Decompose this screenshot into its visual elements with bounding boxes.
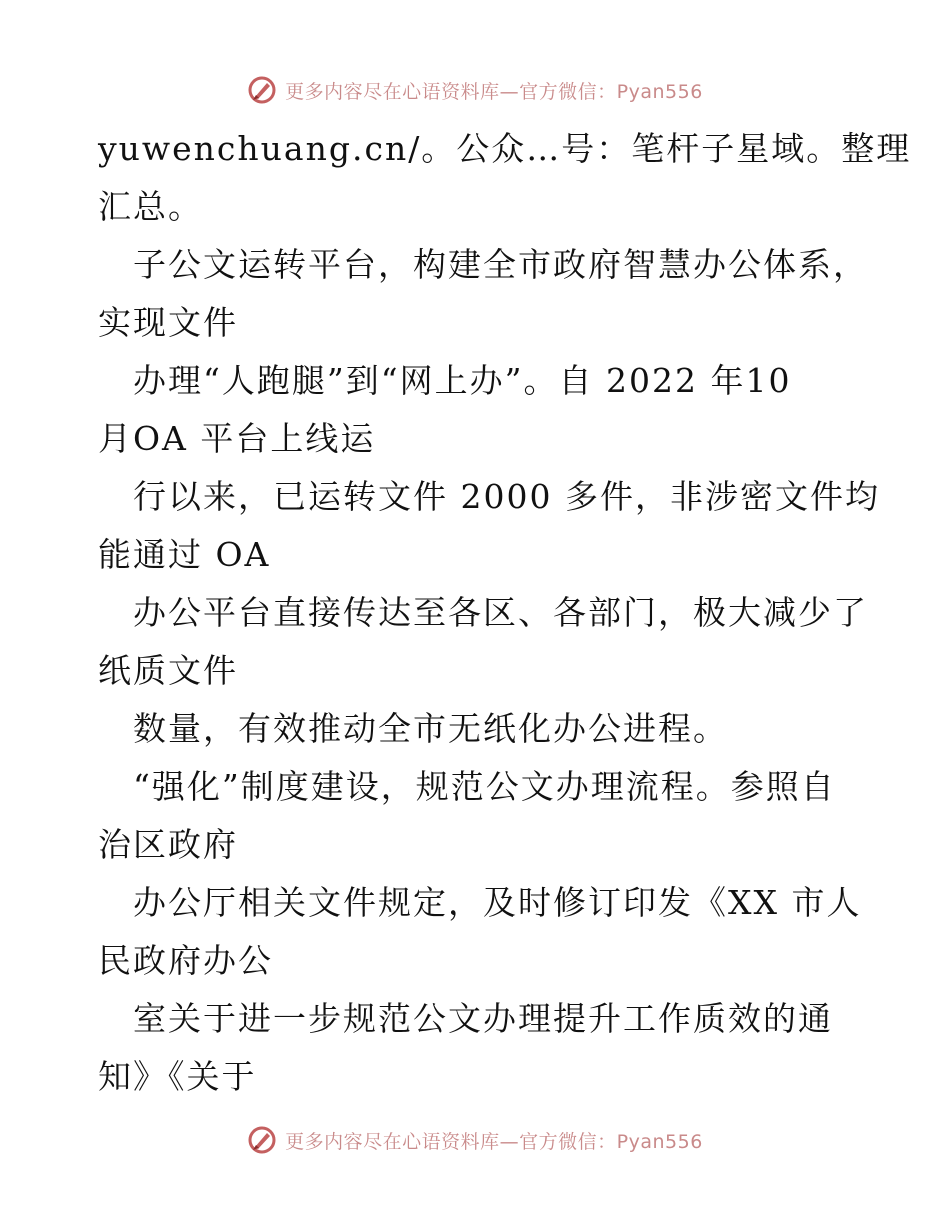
- text-line: 数量，有效推动全市无纸化办公进程。: [98, 709, 728, 748]
- text-line: 纸质文件: [98, 651, 238, 690]
- text-line: 行以来，已运转文件 2000 多件，非涉密文件均: [98, 477, 880, 516]
- text-line: 实现文件: [98, 303, 238, 342]
- text-line: “强化”制度建设，规范公文办理流程。参照自: [98, 767, 836, 806]
- footer-banner: [0, 1120, 950, 1160]
- text-line: 办公厅相关文件规定，及时修订印发《XX 市人: [98, 883, 862, 922]
- text-line: 民政府办公: [98, 941, 273, 980]
- text-line: 月OA 平台上线运: [98, 419, 376, 458]
- pen-logo-icon: [247, 75, 277, 105]
- pen-logo-icon: [247, 1125, 277, 1155]
- document-body: [98, 120, 912, 1106]
- text-line: 汇总。: [98, 187, 203, 226]
- text-line: 知》《关于: [98, 1057, 257, 1096]
- text-line: yuwenchuang.cn/。公众…号：笔杆子星域。整理: [98, 129, 912, 168]
- text-line: 子公文运转平台，构建全市政府智慧办公体系，: [98, 245, 868, 284]
- header-banner: [0, 70, 950, 110]
- header-banner-text: 更多内容尽在心语资料库—官方微信：Pyan556: [285, 80, 703, 103]
- text-line: 办理“人跑腿”到“网上办”。自 2022 年10: [98, 361, 792, 400]
- text-line: 治区政府: [98, 825, 238, 864]
- text-line: 室关于进一步规范公文办理提升工作质效的通: [98, 999, 833, 1038]
- text-line: 办公平台直接传达至各区、各部门，极大减少了: [98, 593, 868, 632]
- footer-banner-text: 更多内容尽在心语资料库—官方微信：Pyan556: [285, 1130, 703, 1153]
- text-line: 能通过 OA: [98, 535, 271, 574]
